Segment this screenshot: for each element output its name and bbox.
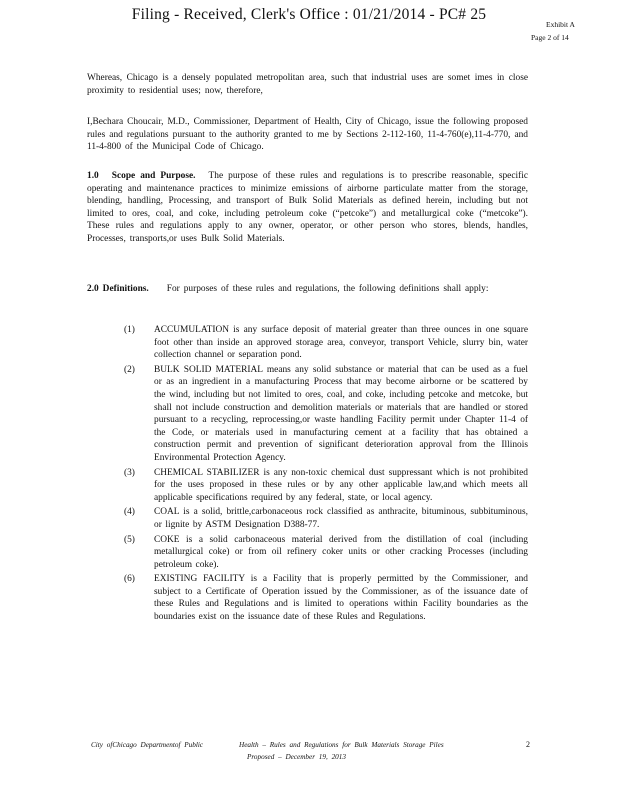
definition-number: (5) [124, 534, 135, 545]
definition-item [124, 506, 528, 531]
definition-item [124, 534, 528, 572]
definition-number: (2) [124, 364, 135, 375]
footer-page-number: 2 [526, 740, 530, 749]
section-number: 2.0 [87, 284, 99, 294]
filing-header: Filing - Received, Clerk's Office : 01/21/2014 - PC# 25 [131, 6, 487, 23]
section-scope [87, 170, 528, 246]
exhibit-label: Exhibit A [546, 20, 575, 29]
section-number: 1.0 [87, 171, 99, 181]
definition-number: (6) [124, 574, 135, 585]
section-definitions [87, 283, 528, 296]
section-text: The purpose of these rules and regulations is to prescribe reasonable, specific operating and maintenance practices to minimize emissions of airborne particulate matter from the storage, blending, handling, Processing, and transport of Bulk Solid Materials as defined herein, including but not limited to ores, coal, and coke, including petroleum coke (“petcoke”) and metallurgical coke (“metcoke”). These rules and regulations apply to any owner, operator, or other person who stores, blends, handles, Processes, transports,or uses Bulk Solid Materials. [87, 171, 528, 244]
intro-paragraph: I,Bechara Choucair, M.D., Commissioner, Department of Health, City of Chicago, issue the following proposed rules and regulations pursuant to the authority granted to me by Sections 2-112-160, 11-4-760(e),11-4-770, and 11-4-800 of the Municipal Code of Chicago. [87, 117, 528, 153]
section-title: Scope and Purpose. [111, 171, 196, 181]
definition-text: ACCUMULATION is any surface deposit of material greater than three ounces in one square foot other than inside an approved storage area, conveyor, transport Vehicle, slurry bin, water collection channel or separation pond. [154, 325, 528, 361]
whereas-paragraph: Whereas, Chicago is a densely populated metropolitan area, such that industrial uses are somet imes in close proximity to residential uses; now, therefore, [87, 73, 528, 96]
definition-item [124, 467, 528, 505]
definition-text: EXISTING FACILITY is a Facility that is properly permitted by the Commissioner, and subject to a Certificate of Operation issued by the Commissioner, as of the issuance date of these Rules and Regulations and is limited to operations within Facility boundaries as the boundaries exist on the issuance date of these Rules and Regulations. [154, 574, 528, 623]
definition-number: (1) [124, 325, 135, 335]
definition-number: (3) [124, 467, 135, 478]
section-title: Definitions. [102, 284, 149, 294]
page-count-label: Page 2 of 14 [531, 33, 569, 42]
definition-item [124, 324, 528, 362]
definition-number: (4) [124, 507, 135, 518]
definition-text: COKE is a solid carbonaceous material derived from the distillation of coal (including metallurgical coke) or from oil refinery coker units or other cracking Processes (including petroleum coke). [154, 534, 528, 570]
definition-text: BULK SOLID MATERIAL means any solid substance or material that can be used as a fuel or as an ingredient in a manufacturing Process that may become airborne or be scattered by the wind, including but not limited to ores, coal, and coke, including petcoke and metcoke, but shall not include construction and demolition materials or materials that are handled or stored pursuant to a recycling, reprocessing,or waste handling Facility permit under Chapter 11-4 of the Code, or materials used in manufacturing cement at a facility that has obtained a construction permit and prevention of significant deterioration approval from the Illinois Environmental Protection Agency. [154, 364, 528, 463]
section-text: For purposes of these rules and regulations, the following definitions shall apply: [166, 284, 489, 294]
definition-text: CHEMICAL STABILIZER is any non-toxic chemical dust suppressant which is not prohibited for the uses proposed in these rules or by any other applicable law,and which meets all applicable specifications required by any federal, state, or local agency. [154, 467, 528, 503]
footer-department: City ofChicago Departmentof Public [91, 741, 204, 749]
definition-item [124, 364, 528, 465]
footer-date: Proposed – December 19, 2013 [247, 753, 346, 761]
definition-text: COAL is a solid, brittle,carbonaceous rock classified as anthracite, bituminous, subbituminous, or lignite by ASTM Designation D388-77. [154, 507, 528, 530]
footer-document-title: Health – Rules and Regulations for Bulk Materials Storage Piles [239, 741, 444, 749]
definition-item [124, 573, 528, 623]
definitions-list [124, 324, 528, 624]
